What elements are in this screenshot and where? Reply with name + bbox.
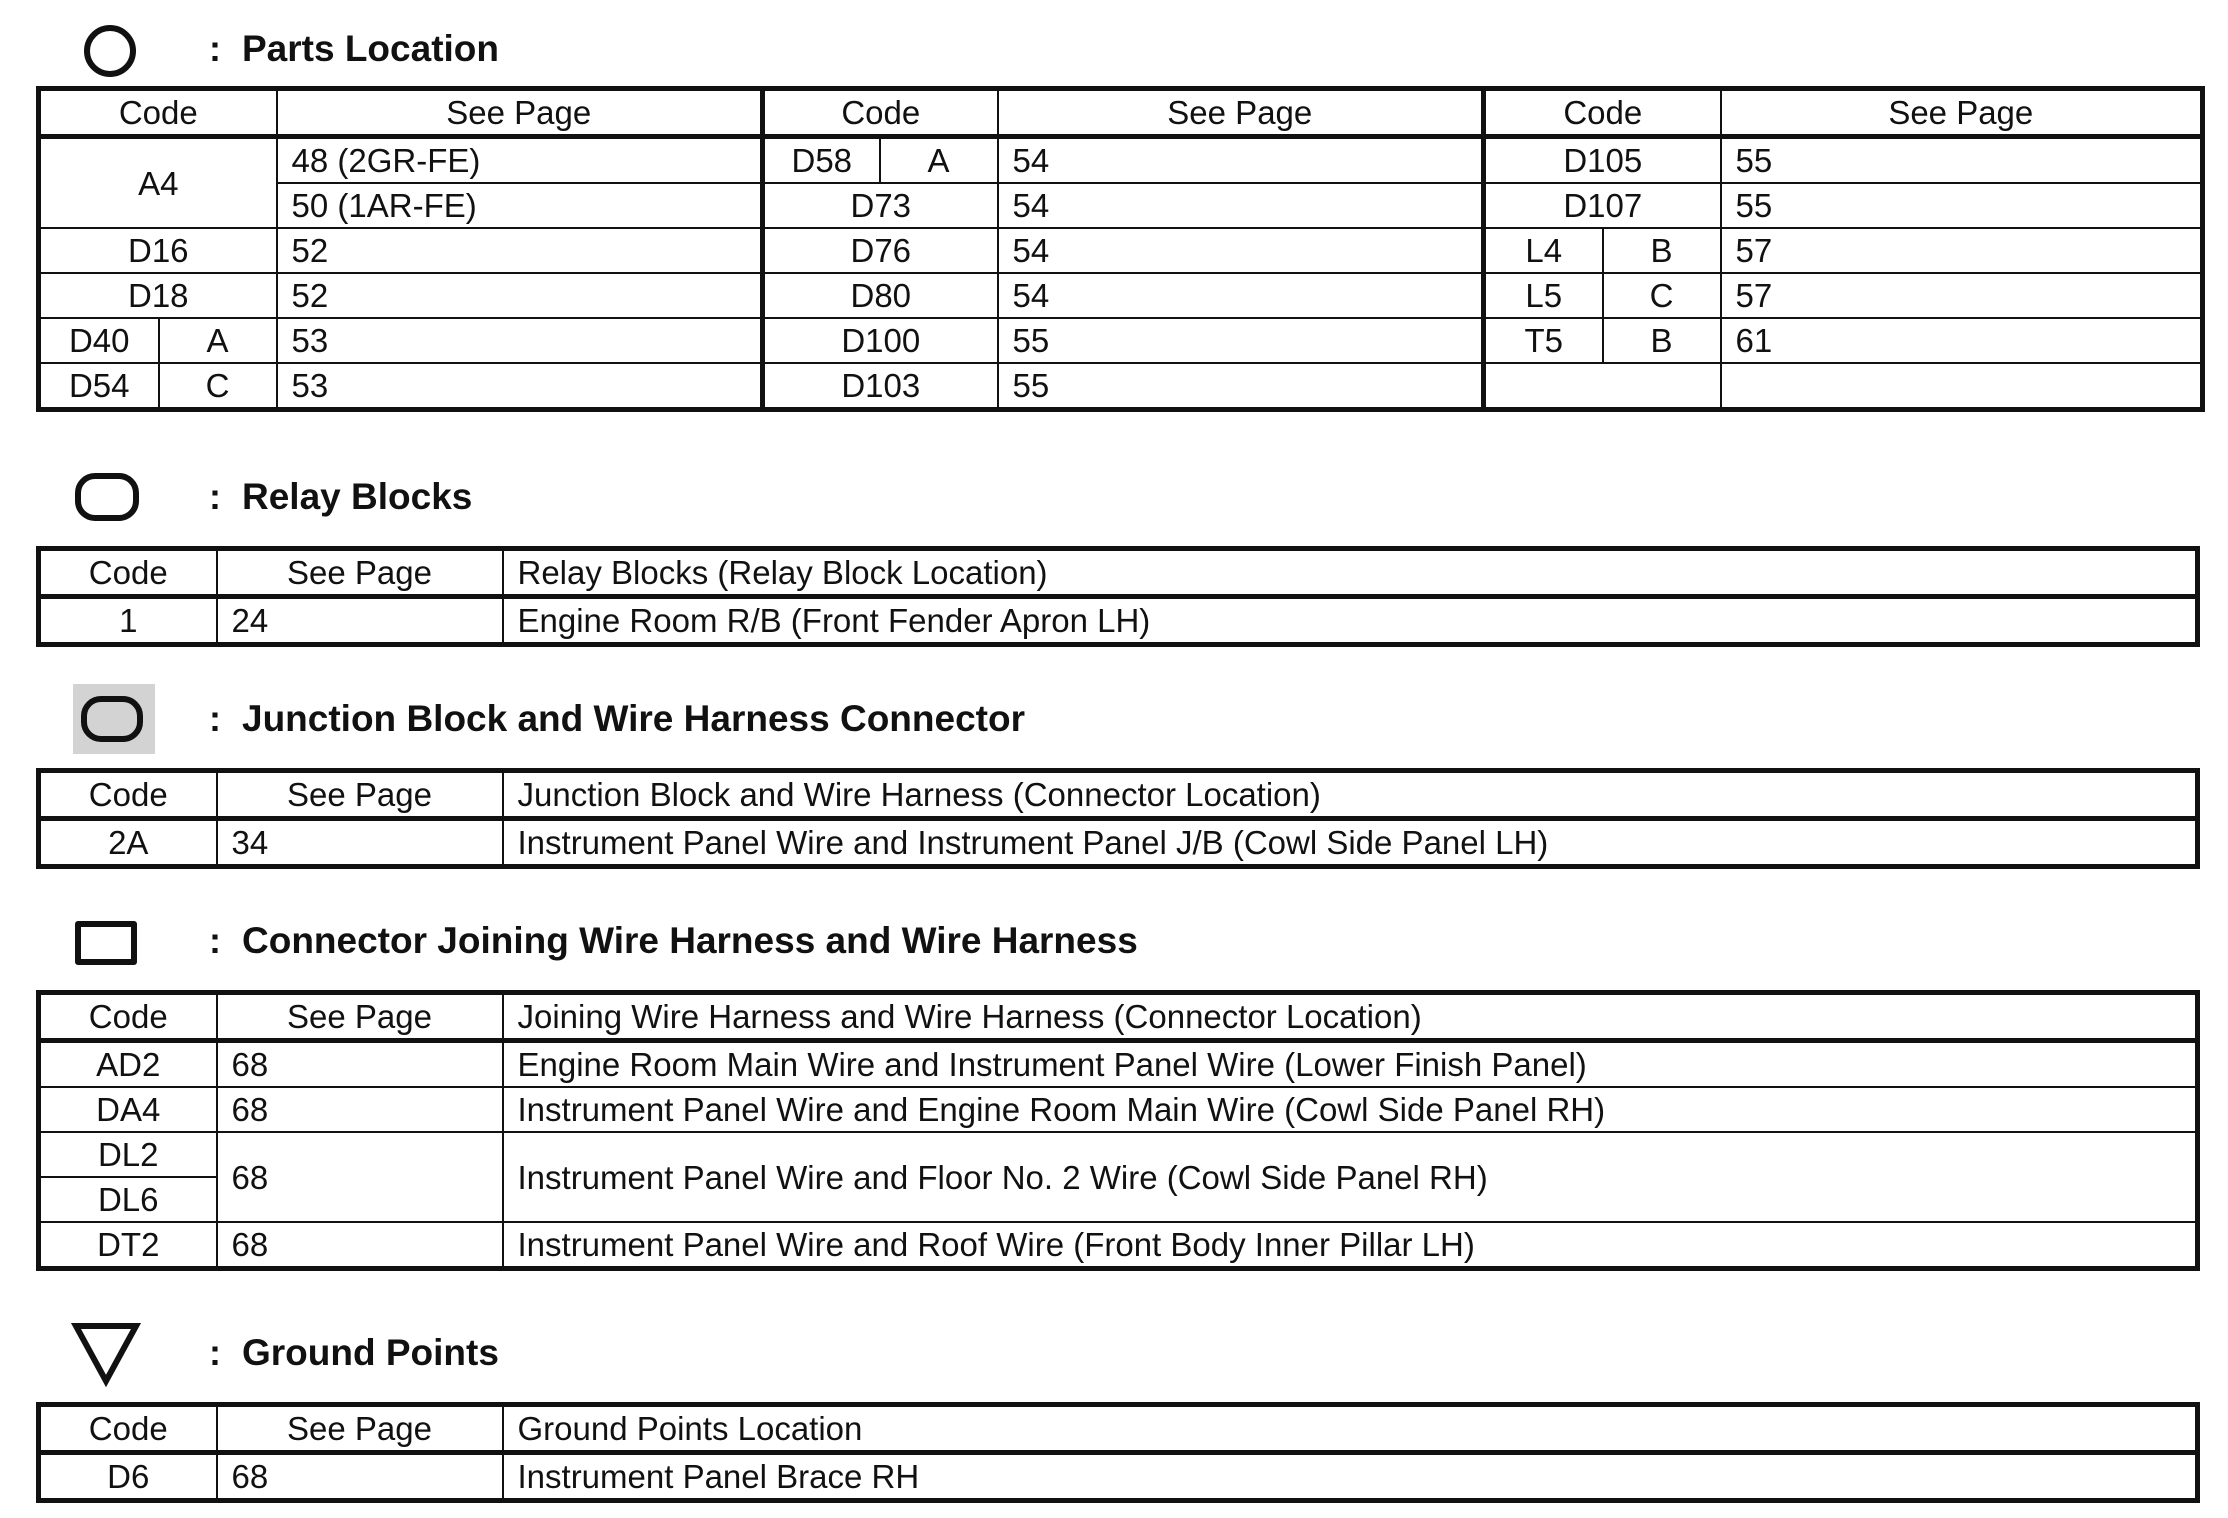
- header-code: Code: [763, 89, 998, 137]
- page-cell: 53: [277, 318, 763, 363]
- header-code: Code: [39, 1405, 217, 1453]
- header-description: Relay Blocks (Relay Block Location): [503, 549, 2198, 597]
- description-cell: Engine Room Main Wire and Instrument Panel Wire (Lower Finish Panel): [503, 1041, 2198, 1088]
- sub-code-cell: B: [1603, 228, 1721, 273]
- code-cell: D16: [39, 228, 277, 273]
- connector-joining-table: [36, 990, 2200, 1271]
- page-cell: 55: [998, 363, 1484, 410]
- page-cell: 52: [277, 273, 763, 318]
- table-row: [39, 1222, 2198, 1269]
- table-row: [39, 1041, 2198, 1088]
- table-row: [39, 137, 2203, 184]
- page-cell: 68: [217, 1453, 503, 1501]
- code-cell: D80: [763, 273, 998, 318]
- relay-blocks-heading: [70, 462, 472, 532]
- header-see-page: See Page: [217, 1405, 503, 1453]
- header-code: Code: [39, 993, 217, 1041]
- heading-colon: :: [209, 920, 221, 961]
- header-description: Ground Points Location: [503, 1405, 2198, 1453]
- page-cell: 68: [217, 1222, 503, 1269]
- code-cell: DL2: [39, 1132, 217, 1177]
- page-cell: 68: [217, 1041, 503, 1088]
- code-cell: D76: [763, 228, 998, 273]
- relay-blocks-table: [36, 546, 2200, 647]
- header-code: Code: [39, 89, 277, 137]
- table-header-row: [39, 549, 2198, 597]
- heading-colon: :: [209, 1332, 221, 1373]
- code-cell: D73: [763, 183, 998, 228]
- page-cell: 24: [217, 597, 503, 645]
- code-cell: L5: [1484, 273, 1603, 318]
- code-cell: T5: [1484, 318, 1603, 363]
- parts-location-table: [36, 86, 2205, 412]
- header-see-page: See Page: [217, 771, 503, 819]
- code-cell: [1484, 363, 1721, 410]
- rectangle-icon: [70, 906, 152, 976]
- header-description: Joining Wire Harness and Wire Harness (Connector Location): [503, 993, 2198, 1041]
- description-cell: Instrument Panel Wire and Engine Room Main Wire (Cowl Side Panel RH): [503, 1087, 2198, 1132]
- page-cell: 57: [1721, 228, 2203, 273]
- header-code: Code: [39, 771, 217, 819]
- heading-colon: :: [209, 476, 221, 517]
- section-title: Relay Blocks: [242, 476, 473, 517]
- sub-code-cell: C: [159, 363, 277, 410]
- table-row: [39, 183, 2203, 228]
- table-row: [39, 1453, 2198, 1501]
- sub-code-cell: A: [159, 318, 277, 363]
- page-cell: 57: [1721, 273, 2203, 318]
- table-header-row: [39, 771, 2198, 819]
- header-see-page: See Page: [217, 549, 503, 597]
- code-cell: A4: [39, 137, 277, 229]
- table-row: [39, 318, 2203, 363]
- code-cell: DA4: [39, 1087, 217, 1132]
- junction-block-table: [36, 768, 2200, 869]
- header-description: Junction Block and Wire Harness (Connector Location): [503, 771, 2198, 819]
- code-cell: 1: [39, 597, 217, 645]
- sub-code-cell: B: [1603, 318, 1721, 363]
- table-row: [39, 1087, 2198, 1132]
- circle-icon: [70, 14, 152, 84]
- table-row: [39, 363, 2203, 410]
- table-row: [39, 273, 2203, 318]
- connector-joining-heading: [70, 906, 1138, 976]
- page-cell: 34: [217, 819, 503, 867]
- header-see-page: See Page: [1721, 89, 2203, 137]
- page-cell: 55: [1721, 137, 2203, 184]
- junction-block-heading: [70, 684, 1025, 754]
- section-title: Junction Block and Wire Harness Connector: [242, 698, 1025, 739]
- section-title: Ground Points: [242, 1332, 499, 1373]
- page-cell: [1721, 363, 2203, 410]
- table-row: [39, 597, 2198, 645]
- sub-code-cell: A: [880, 137, 998, 184]
- description-cell: Instrument Panel Wire and Floor No. 2 Wire (Cowl Side Panel RH): [503, 1132, 2198, 1222]
- page-cell: 68: [217, 1087, 503, 1132]
- code-cell: D103: [763, 363, 998, 410]
- page-cell: 52: [277, 228, 763, 273]
- page-cell: 48 (2GR-FE): [277, 137, 763, 184]
- code-cell: D6: [39, 1453, 217, 1501]
- table-header-row: [39, 1405, 2198, 1453]
- header-see-page: See Page: [998, 89, 1484, 137]
- table-row: [39, 1132, 2198, 1177]
- description-cell: Instrument Panel Wire and Roof Wire (Front Body Inner Pillar LH): [503, 1222, 2198, 1269]
- header-code: Code: [39, 549, 217, 597]
- parts-location-heading: [70, 14, 499, 84]
- page-cell: 54: [998, 273, 1484, 318]
- section-title: Parts Location: [242, 28, 499, 69]
- table-row: [39, 228, 2203, 273]
- header-see-page: See Page: [217, 993, 503, 1041]
- description-cell: Engine Room R/B (Front Fender Apron LH): [503, 597, 2198, 645]
- page-cell: 61: [1721, 318, 2203, 363]
- code-cell: D54: [39, 363, 159, 410]
- code-cell: DL6: [39, 1177, 217, 1222]
- header-code: Code: [1484, 89, 1721, 137]
- ground-points-table: [36, 1402, 2200, 1503]
- code-cell: D18: [39, 273, 277, 318]
- description-cell: Instrument Panel Brace RH: [503, 1453, 2198, 1501]
- table-row: [39, 819, 2198, 867]
- rounded-rect-icon: [70, 462, 152, 532]
- page-cell: 54: [998, 137, 1484, 184]
- page-cell: 53: [277, 363, 763, 410]
- code-cell: L4: [1484, 228, 1603, 273]
- sub-code-cell: C: [1603, 273, 1721, 318]
- triangle-down-icon: [70, 1318, 152, 1388]
- page-cell: 55: [998, 318, 1484, 363]
- description-cell: Instrument Panel Wire and Instrument Panel J/B (Cowl Side Panel LH): [503, 819, 2198, 867]
- table-header-row: [39, 89, 2203, 137]
- ground-points-heading: [70, 1318, 499, 1388]
- heading-colon: :: [209, 698, 221, 739]
- page-cell: 68: [217, 1132, 503, 1222]
- code-cell: D105: [1484, 137, 1721, 184]
- page-cell: 55: [1721, 183, 2203, 228]
- table-header-row: [39, 993, 2198, 1041]
- code-cell: 2A: [39, 819, 217, 867]
- code-cell: DT2: [39, 1222, 217, 1269]
- page-cell: 50 (1AR-FE): [277, 183, 763, 228]
- section-title: Connector Joining Wire Harness and Wire Harness: [242, 920, 1138, 961]
- code-cell: D40: [39, 318, 159, 363]
- code-cell: D107: [1484, 183, 1721, 228]
- heading-colon: :: [209, 28, 221, 69]
- page-cell: 54: [998, 183, 1484, 228]
- shaded-rounded-rect-icon: [70, 684, 152, 754]
- page-cell: 54: [998, 228, 1484, 273]
- header-see-page: See Page: [277, 89, 763, 137]
- code-cell: AD2: [39, 1041, 217, 1088]
- code-cell: D100: [763, 318, 998, 363]
- code-cell: D58: [763, 137, 880, 184]
